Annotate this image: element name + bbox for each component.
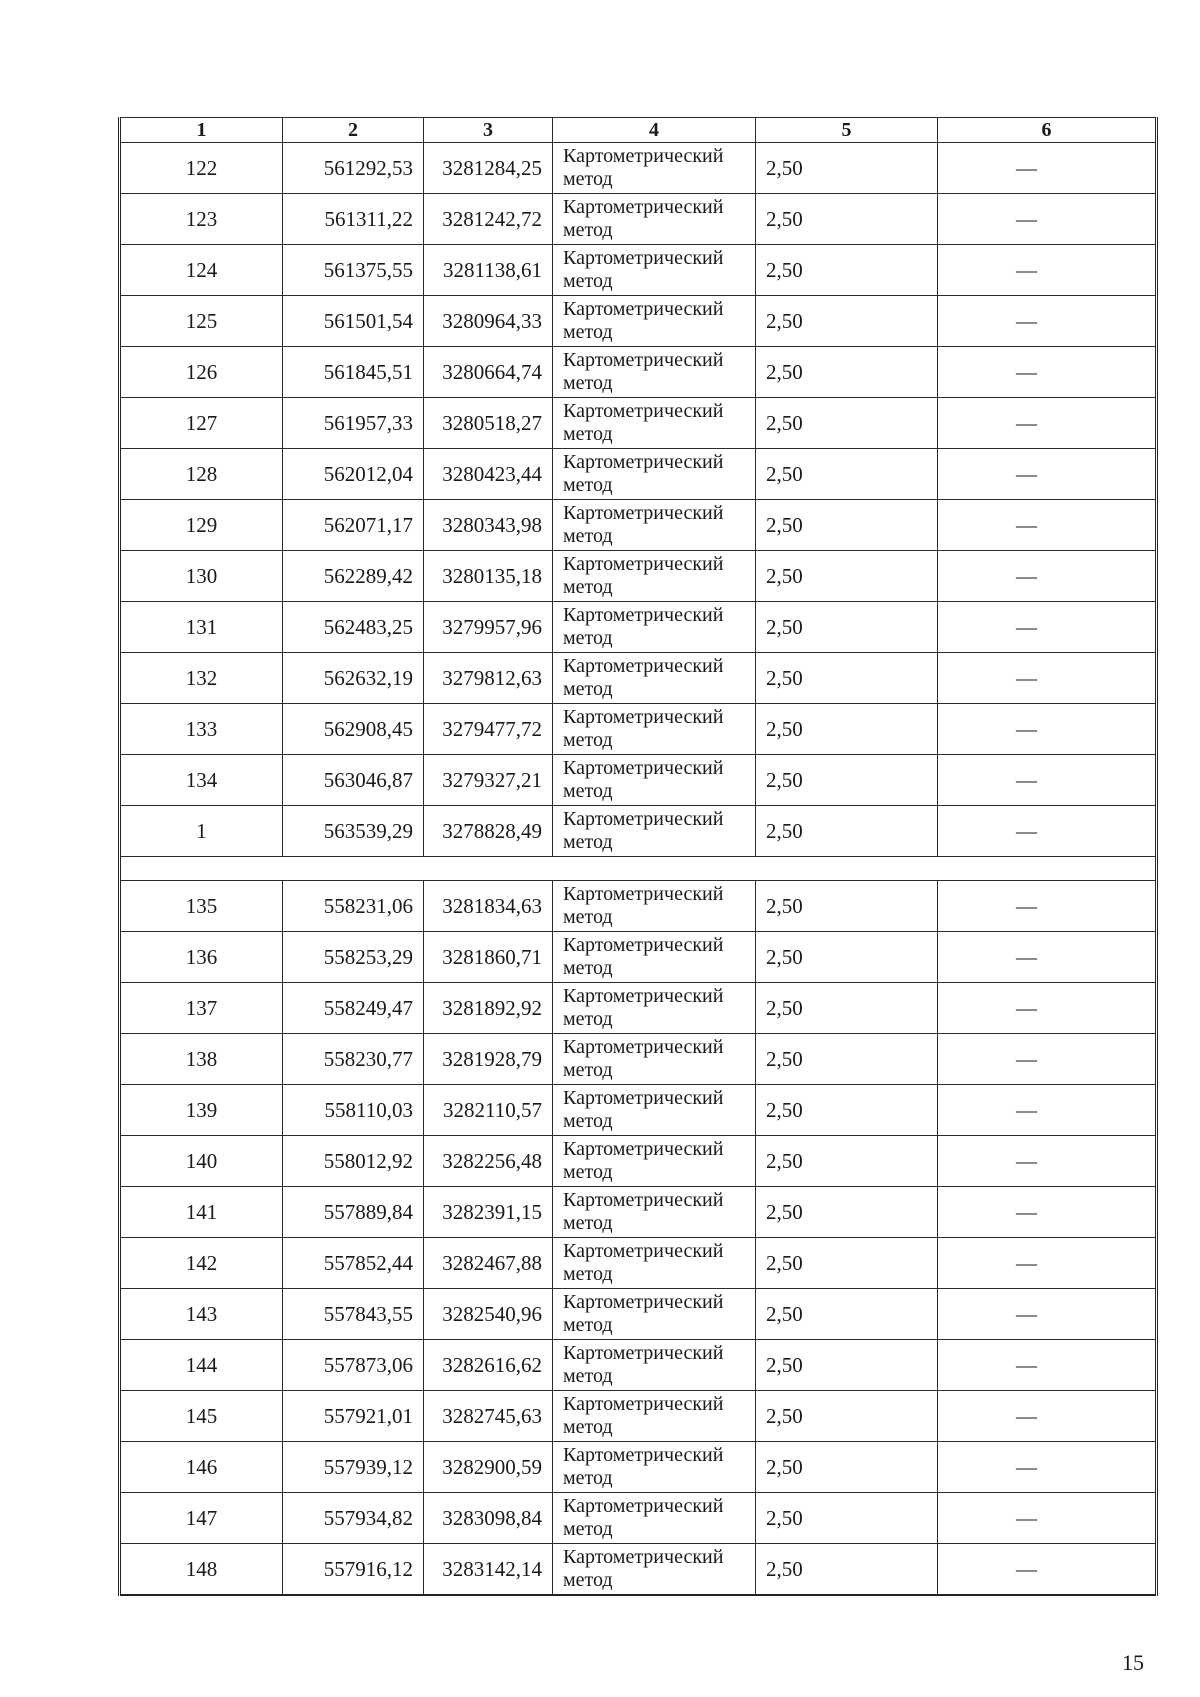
point-number-cell: 143 bbox=[120, 1289, 283, 1340]
method-line-2: метод bbox=[563, 576, 613, 598]
point-number-cell: 123 bbox=[120, 194, 283, 245]
y-coordinate-cell: 3282391,15 bbox=[424, 1187, 553, 1238]
method-line-2: метод bbox=[563, 219, 613, 241]
method-line-1: Картометрический bbox=[563, 1495, 724, 1517]
table-row bbox=[120, 398, 1157, 449]
method-cell bbox=[553, 755, 756, 806]
method-line-1: Картометрический bbox=[563, 196, 724, 218]
x-coordinate-cell: 562071,17 bbox=[283, 500, 424, 551]
accuracy-cell: 2,50 bbox=[756, 602, 938, 653]
table-row bbox=[120, 1187, 1157, 1238]
method-line-2: метод bbox=[563, 780, 613, 802]
column-header-2: 2 bbox=[283, 118, 424, 143]
table-row bbox=[120, 653, 1157, 704]
table-row bbox=[120, 932, 1157, 983]
accuracy-cell: 2,50 bbox=[756, 1391, 938, 1442]
accuracy-cell: 2,50 bbox=[756, 449, 938, 500]
y-coordinate-cell: 3282110,57 bbox=[424, 1085, 553, 1136]
method-line-1: Картометрический bbox=[563, 1291, 724, 1313]
point-number-cell: 122 bbox=[120, 143, 283, 194]
method-line-2: метод bbox=[563, 1161, 613, 1183]
table-row bbox=[120, 245, 1157, 296]
method-line-1: Картометрический bbox=[563, 604, 724, 626]
x-coordinate-cell: 562908,45 bbox=[283, 704, 424, 755]
accuracy-cell: 2,50 bbox=[756, 1544, 938, 1596]
point-number-cell: 129 bbox=[120, 500, 283, 551]
y-coordinate-cell: 3280664,74 bbox=[424, 347, 553, 398]
x-coordinate-cell: 558110,03 bbox=[283, 1085, 424, 1136]
accuracy-cell: 2,50 bbox=[756, 245, 938, 296]
point-number-cell: 141 bbox=[120, 1187, 283, 1238]
method-cell bbox=[553, 194, 756, 245]
point-number-cell: 142 bbox=[120, 1238, 283, 1289]
description-cell: — bbox=[938, 347, 1157, 398]
x-coordinate-cell: 557873,06 bbox=[283, 1340, 424, 1391]
method-cell bbox=[553, 551, 756, 602]
y-coordinate-cell: 3283142,14 bbox=[424, 1544, 553, 1596]
accuracy-cell: 2,50 bbox=[756, 1238, 938, 1289]
method-line-1: Картометрический bbox=[563, 655, 724, 677]
method-line-2: метод bbox=[563, 1569, 613, 1591]
description-cell: — bbox=[938, 143, 1157, 194]
point-number-cell: 131 bbox=[120, 602, 283, 653]
table-row bbox=[120, 1136, 1157, 1187]
point-number-cell: 138 bbox=[120, 1034, 283, 1085]
y-coordinate-cell: 3282540,96 bbox=[424, 1289, 553, 1340]
method-cell bbox=[553, 932, 756, 983]
method-line-2: метод bbox=[563, 1314, 613, 1336]
method-line-1: Картометрический bbox=[563, 298, 724, 320]
description-cell: — bbox=[938, 500, 1157, 551]
accuracy-cell: 2,50 bbox=[756, 1085, 938, 1136]
y-coordinate-cell: 3280518,27 bbox=[424, 398, 553, 449]
table-header-row bbox=[120, 118, 1157, 143]
x-coordinate-cell: 558253,29 bbox=[283, 932, 424, 983]
y-coordinate-cell: 3279327,21 bbox=[424, 755, 553, 806]
method-cell bbox=[553, 1442, 756, 1493]
table-row bbox=[120, 1289, 1157, 1340]
point-number-cell: 126 bbox=[120, 347, 283, 398]
y-coordinate-cell: 3280964,33 bbox=[424, 296, 553, 347]
y-coordinate-cell: 3281928,79 bbox=[424, 1034, 553, 1085]
x-coordinate-cell: 558231,06 bbox=[283, 881, 424, 932]
description-cell: — bbox=[938, 653, 1157, 704]
method-line-1: Картометрический bbox=[563, 808, 724, 830]
method-cell bbox=[553, 653, 756, 704]
method-cell bbox=[553, 1493, 756, 1544]
method-cell bbox=[553, 1034, 756, 1085]
method-cell bbox=[553, 245, 756, 296]
method-line-2: метод bbox=[563, 1059, 613, 1081]
description-cell: — bbox=[938, 1034, 1157, 1085]
y-coordinate-cell: 3282745,63 bbox=[424, 1391, 553, 1442]
x-coordinate-cell: 563046,87 bbox=[283, 755, 424, 806]
method-line-2: метод bbox=[563, 906, 613, 928]
table-row bbox=[120, 983, 1157, 1034]
method-line-1: Картометрический bbox=[563, 247, 724, 269]
method-line-1: Картометрический bbox=[563, 553, 724, 575]
accuracy-cell: 2,50 bbox=[756, 932, 938, 983]
x-coordinate-cell: 558230,77 bbox=[283, 1034, 424, 1085]
x-coordinate-cell: 563539,29 bbox=[283, 806, 424, 857]
description-cell: — bbox=[938, 1289, 1157, 1340]
table-row bbox=[120, 1442, 1157, 1493]
y-coordinate-cell: 3278828,49 bbox=[424, 806, 553, 857]
method-line-1: Картометрический bbox=[563, 502, 724, 524]
description-cell: — bbox=[938, 1442, 1157, 1493]
point-number-cell: 136 bbox=[120, 932, 283, 983]
method-line-2: метод bbox=[563, 627, 613, 649]
description-cell: — bbox=[938, 194, 1157, 245]
table-row bbox=[120, 1034, 1157, 1085]
y-coordinate-cell: 3280343,98 bbox=[424, 500, 553, 551]
method-line-1: Картометрический bbox=[563, 985, 724, 1007]
accuracy-cell: 2,50 bbox=[756, 881, 938, 932]
table-row bbox=[120, 1340, 1157, 1391]
method-line-2: метод bbox=[563, 1416, 613, 1438]
method-line-2: метод bbox=[563, 321, 613, 343]
accuracy-cell: 2,50 bbox=[756, 1340, 938, 1391]
x-coordinate-cell: 558249,47 bbox=[283, 983, 424, 1034]
point-number-cell: 124 bbox=[120, 245, 283, 296]
table-row bbox=[120, 449, 1157, 500]
method-line-2: метод bbox=[563, 1365, 613, 1387]
point-number-cell: 128 bbox=[120, 449, 283, 500]
x-coordinate-cell: 557843,55 bbox=[283, 1289, 424, 1340]
description-cell: — bbox=[938, 602, 1157, 653]
table-row bbox=[120, 1544, 1157, 1596]
y-coordinate-cell: 3282467,88 bbox=[424, 1238, 553, 1289]
x-coordinate-cell: 561375,55 bbox=[283, 245, 424, 296]
method-line-2: метод bbox=[563, 372, 613, 394]
method-cell bbox=[553, 1085, 756, 1136]
description-cell: — bbox=[938, 449, 1157, 500]
method-cell bbox=[553, 983, 756, 1034]
description-cell: — bbox=[938, 398, 1157, 449]
method-line-2: метод bbox=[563, 168, 613, 190]
table-row bbox=[120, 296, 1157, 347]
method-cell bbox=[553, 296, 756, 347]
description-cell: — bbox=[938, 1544, 1157, 1596]
x-coordinate-cell: 561957,33 bbox=[283, 398, 424, 449]
table-row bbox=[120, 500, 1157, 551]
column-header-3: 3 bbox=[424, 118, 553, 143]
method-line-1: Картометрический bbox=[563, 706, 724, 728]
coordinates-table bbox=[118, 117, 1158, 1596]
x-coordinate-cell: 562483,25 bbox=[283, 602, 424, 653]
method-line-2: метод bbox=[563, 1263, 613, 1285]
x-coordinate-cell: 557916,12 bbox=[283, 1544, 424, 1596]
accuracy-cell: 2,50 bbox=[756, 806, 938, 857]
description-cell: — bbox=[938, 704, 1157, 755]
y-coordinate-cell: 3281284,25 bbox=[424, 143, 553, 194]
method-line-1: Картометрический bbox=[563, 451, 724, 473]
point-number-cell: 130 bbox=[120, 551, 283, 602]
method-cell bbox=[553, 602, 756, 653]
page-number: 15 bbox=[1122, 1650, 1144, 1675]
method-cell bbox=[553, 449, 756, 500]
x-coordinate-cell: 557852,44 bbox=[283, 1238, 424, 1289]
column-header-5: 5 bbox=[756, 118, 938, 143]
point-number-cell: 139 bbox=[120, 1085, 283, 1136]
method-cell bbox=[553, 1340, 756, 1391]
method-cell bbox=[553, 347, 756, 398]
description-cell: — bbox=[938, 983, 1157, 1034]
method-line-1: Картометрический bbox=[563, 1138, 724, 1160]
y-coordinate-cell: 3282616,62 bbox=[424, 1340, 553, 1391]
x-coordinate-cell: 557889,84 bbox=[283, 1187, 424, 1238]
y-coordinate-cell: 3281138,61 bbox=[424, 245, 553, 296]
method-cell bbox=[553, 1136, 756, 1187]
description-cell: — bbox=[938, 1238, 1157, 1289]
y-coordinate-cell: 3281860,71 bbox=[424, 932, 553, 983]
point-number-cell: 125 bbox=[120, 296, 283, 347]
accuracy-cell: 2,50 bbox=[756, 1136, 938, 1187]
method-cell bbox=[553, 806, 756, 857]
description-cell: — bbox=[938, 1136, 1157, 1187]
method-line-1: Картометрический bbox=[563, 934, 724, 956]
point-number-cell: 135 bbox=[120, 881, 283, 932]
accuracy-cell: 2,50 bbox=[756, 1187, 938, 1238]
method-cell bbox=[553, 881, 756, 932]
accuracy-cell: 2,50 bbox=[756, 1289, 938, 1340]
table-row bbox=[120, 347, 1157, 398]
table-row bbox=[120, 806, 1157, 857]
method-line-2: метод bbox=[563, 525, 613, 547]
point-number-cell: 132 bbox=[120, 653, 283, 704]
method-line-1: Картометрический bbox=[563, 1189, 724, 1211]
method-line-2: метод bbox=[563, 1212, 613, 1234]
method-cell bbox=[553, 1238, 756, 1289]
method-line-2: метод bbox=[563, 831, 613, 853]
y-coordinate-cell: 3279477,72 bbox=[424, 704, 553, 755]
method-cell bbox=[553, 398, 756, 449]
method-line-1: Картометрический bbox=[563, 1546, 724, 1568]
description-cell: — bbox=[938, 1085, 1157, 1136]
table-body bbox=[120, 143, 1157, 1596]
accuracy-cell: 2,50 bbox=[756, 1034, 938, 1085]
accuracy-cell: 2,50 bbox=[756, 704, 938, 755]
table-row bbox=[120, 551, 1157, 602]
x-coordinate-cell: 562289,42 bbox=[283, 551, 424, 602]
y-coordinate-cell: 3280135,18 bbox=[424, 551, 553, 602]
point-number-cell: 133 bbox=[120, 704, 283, 755]
table-row bbox=[120, 704, 1157, 755]
description-cell: — bbox=[938, 755, 1157, 806]
accuracy-cell: 2,50 bbox=[756, 1442, 938, 1493]
column-header-1: 1 bbox=[120, 118, 283, 143]
method-line-2: метод bbox=[563, 957, 613, 979]
accuracy-cell: 2,50 bbox=[756, 398, 938, 449]
point-number-cell: 146 bbox=[120, 1442, 283, 1493]
point-number-cell: 144 bbox=[120, 1340, 283, 1391]
method-line-1: Картометрический bbox=[563, 1240, 724, 1262]
y-coordinate-cell: 3279812,63 bbox=[424, 653, 553, 704]
description-cell: — bbox=[938, 245, 1157, 296]
accuracy-cell: 2,50 bbox=[756, 983, 938, 1034]
method-line-2: метод bbox=[563, 1110, 613, 1132]
method-cell bbox=[553, 1391, 756, 1442]
y-coordinate-cell: 3279957,96 bbox=[424, 602, 553, 653]
method-line-2: метод bbox=[563, 1467, 613, 1489]
method-line-2: метод bbox=[563, 423, 613, 445]
accuracy-cell: 2,50 bbox=[756, 500, 938, 551]
point-number-cell: 145 bbox=[120, 1391, 283, 1442]
y-coordinate-cell: 3283098,84 bbox=[424, 1493, 553, 1544]
x-coordinate-cell: 557939,12 bbox=[283, 1442, 424, 1493]
table-row bbox=[120, 1085, 1157, 1136]
y-coordinate-cell: 3281834,63 bbox=[424, 881, 553, 932]
method-line-2: метод bbox=[563, 678, 613, 700]
method-line-1: Картометрический bbox=[563, 1444, 724, 1466]
contour-separator-cell bbox=[120, 857, 1157, 881]
method-cell bbox=[553, 143, 756, 194]
method-line-1: Картометрический bbox=[563, 145, 724, 167]
description-cell: — bbox=[938, 1340, 1157, 1391]
method-line-1: Картометрический bbox=[563, 1036, 724, 1058]
x-coordinate-cell: 557934,82 bbox=[283, 1493, 424, 1544]
method-line-1: Картометрический bbox=[563, 883, 724, 905]
method-cell bbox=[553, 500, 756, 551]
point-number-cell: 140 bbox=[120, 1136, 283, 1187]
method-line-2: метод bbox=[563, 729, 613, 751]
description-cell: — bbox=[938, 1493, 1157, 1544]
method-line-2: метод bbox=[563, 270, 613, 292]
accuracy-cell: 2,50 bbox=[756, 551, 938, 602]
description-cell: — bbox=[938, 881, 1157, 932]
table-row bbox=[120, 1238, 1157, 1289]
point-number-cell: 147 bbox=[120, 1493, 283, 1544]
accuracy-cell: 2,50 bbox=[756, 194, 938, 245]
y-coordinate-cell: 3280423,44 bbox=[424, 449, 553, 500]
contour-separator-row bbox=[120, 857, 1157, 881]
method-line-1: Картометрический bbox=[563, 400, 724, 422]
point-number-cell: 137 bbox=[120, 983, 283, 1034]
table-row bbox=[120, 881, 1157, 932]
y-coordinate-cell: 3282256,48 bbox=[424, 1136, 553, 1187]
method-cell bbox=[553, 1544, 756, 1596]
y-coordinate-cell: 3281892,92 bbox=[424, 983, 553, 1034]
description-cell: — bbox=[938, 1187, 1157, 1238]
x-coordinate-cell: 561501,54 bbox=[283, 296, 424, 347]
method-line-1: Картометрический bbox=[563, 757, 724, 779]
table-row bbox=[120, 1493, 1157, 1544]
description-cell: — bbox=[938, 1391, 1157, 1442]
accuracy-cell: 2,50 bbox=[756, 296, 938, 347]
x-coordinate-cell: 561292,53 bbox=[283, 143, 424, 194]
table-row bbox=[120, 1391, 1157, 1442]
method-cell bbox=[553, 1289, 756, 1340]
column-header-6: 6 bbox=[938, 118, 1157, 143]
accuracy-cell: 2,50 bbox=[756, 347, 938, 398]
table-row bbox=[120, 143, 1157, 194]
x-coordinate-cell: 558012,92 bbox=[283, 1136, 424, 1187]
accuracy-cell: 2,50 bbox=[756, 755, 938, 806]
point-number-cell: 134 bbox=[120, 755, 283, 806]
method-cell bbox=[553, 704, 756, 755]
method-line-2: метод bbox=[563, 474, 613, 496]
point-number-cell: 1 bbox=[120, 806, 283, 857]
column-header-4: 4 bbox=[553, 118, 756, 143]
table-row bbox=[120, 755, 1157, 806]
x-coordinate-cell: 561845,51 bbox=[283, 347, 424, 398]
method-line-2: метод bbox=[563, 1008, 613, 1030]
table-row bbox=[120, 194, 1157, 245]
description-cell: — bbox=[938, 806, 1157, 857]
x-coordinate-cell: 562632,19 bbox=[283, 653, 424, 704]
accuracy-cell: 2,50 bbox=[756, 653, 938, 704]
method-line-1: Картометрический bbox=[563, 1087, 724, 1109]
description-cell: — bbox=[938, 551, 1157, 602]
point-number-cell: 127 bbox=[120, 398, 283, 449]
x-coordinate-cell: 557921,01 bbox=[283, 1391, 424, 1442]
table-row bbox=[120, 602, 1157, 653]
method-cell bbox=[553, 1187, 756, 1238]
method-line-1: Картометрический bbox=[563, 1342, 724, 1364]
y-coordinate-cell: 3282900,59 bbox=[424, 1442, 553, 1493]
x-coordinate-cell: 562012,04 bbox=[283, 449, 424, 500]
accuracy-cell: 2,50 bbox=[756, 143, 938, 194]
x-coordinate-cell: 561311,22 bbox=[283, 194, 424, 245]
point-number-cell: 148 bbox=[120, 1544, 283, 1596]
method-line-1: Картометрический bbox=[563, 1393, 724, 1415]
method-line-2: метод bbox=[563, 1518, 613, 1540]
y-coordinate-cell: 3281242,72 bbox=[424, 194, 553, 245]
method-line-1: Картометрический bbox=[563, 349, 724, 371]
description-cell: — bbox=[938, 296, 1157, 347]
description-cell: — bbox=[938, 932, 1157, 983]
accuracy-cell: 2,50 bbox=[756, 1493, 938, 1544]
